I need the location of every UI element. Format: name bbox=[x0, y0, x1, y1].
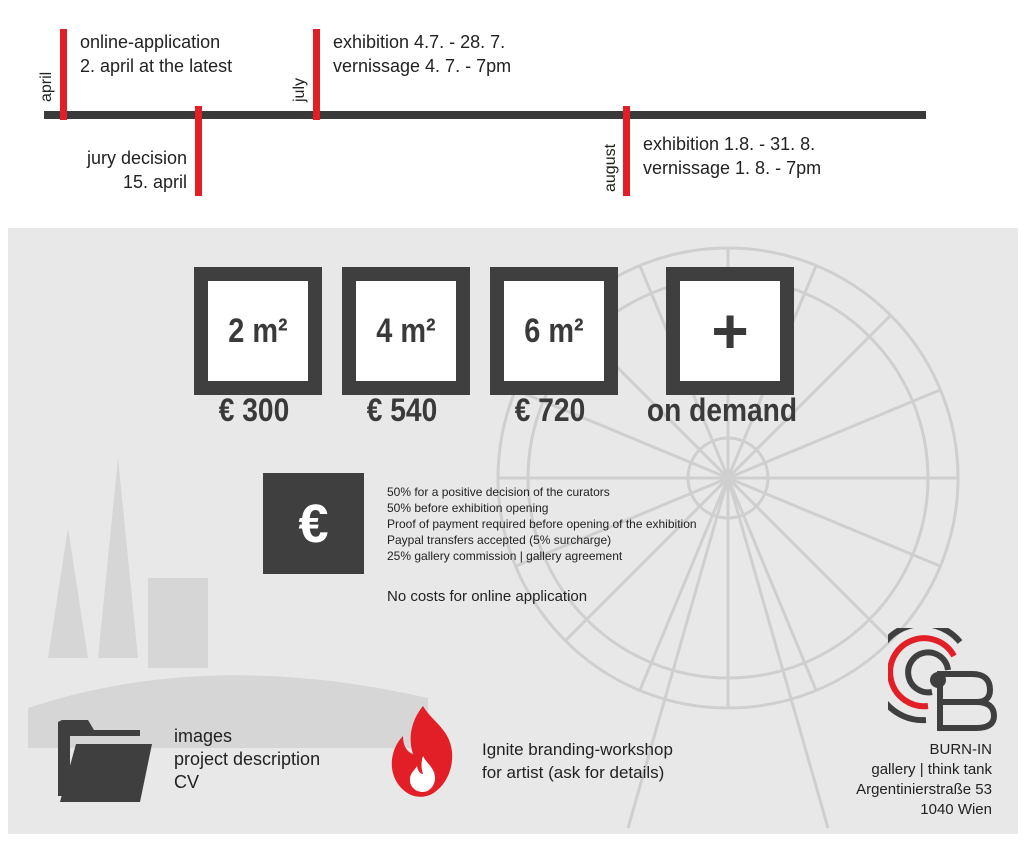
payment-terms bbox=[387, 484, 697, 564]
application-line2: 2. april at the latest bbox=[80, 56, 233, 76]
july-line1: exhibition 4.7. - 28. 7. bbox=[333, 32, 506, 52]
price-2m2: € 300 bbox=[218, 392, 290, 428]
august-line2: vernissage 1. 8. - 7pm bbox=[643, 158, 822, 178]
burn-in-logo bbox=[888, 628, 998, 732]
workshop-line2: for artist (ask for details) bbox=[482, 763, 665, 782]
august-line1: exhibition 1.8. - 31. 8. bbox=[643, 134, 816, 154]
space-2m2-box bbox=[194, 267, 322, 395]
month-august: august bbox=[602, 143, 619, 192]
july-exhibition bbox=[333, 30, 511, 78]
payment-term: 50% for a positive decision of the curators bbox=[387, 485, 610, 499]
payment-term: Paypal transfers accepted (5% surcharge) bbox=[387, 533, 612, 547]
requirement-item: project description bbox=[174, 749, 321, 769]
folder-icon bbox=[58, 716, 152, 802]
timeline-axis bbox=[44, 111, 926, 119]
gallery-city: 1040 Wien bbox=[920, 801, 992, 818]
month-april: april bbox=[38, 71, 55, 102]
gallery-tagline: gallery | think tank bbox=[871, 761, 992, 778]
no-costs-note: No costs for online application bbox=[387, 588, 588, 605]
payment-term: 25% gallery commission | gallery agreement bbox=[387, 549, 623, 563]
gallery-name: BURN-IN bbox=[929, 741, 992, 758]
requirement-item: images bbox=[174, 726, 233, 746]
requirement-item: CV bbox=[174, 772, 200, 792]
month-july: july bbox=[291, 77, 308, 102]
price-6m2: € 720 bbox=[514, 392, 586, 428]
gallery-address bbox=[780, 740, 992, 820]
space-4m2-box bbox=[342, 267, 470, 395]
gallery-street: Argentinierstraße 53 bbox=[856, 781, 992, 798]
payment-term: 50% before exhibition opening bbox=[387, 501, 549, 515]
price-4m2: € 540 bbox=[366, 392, 438, 428]
plus-icon: + bbox=[711, 295, 749, 367]
tick-august bbox=[623, 106, 630, 196]
price-on-demand: on demand bbox=[646, 392, 798, 428]
august-exhibition bbox=[643, 132, 821, 180]
tick-july bbox=[313, 29, 320, 120]
euro-icon: € bbox=[263, 473, 364, 574]
jury-line2: 15. april bbox=[122, 172, 187, 192]
application-line1: online-application bbox=[80, 32, 221, 52]
workshop-info bbox=[482, 738, 673, 784]
tick-jury bbox=[195, 106, 202, 196]
jury-decision bbox=[30, 146, 187, 194]
july-line2: vernissage 4. 7. - 7pm bbox=[333, 56, 512, 76]
payment-term: Proof of payment required before opening of the exhibition bbox=[387, 517, 697, 531]
space-2m2-label: 2 m² bbox=[228, 311, 288, 350]
jury-line1: jury decision bbox=[86, 148, 187, 168]
space-6m2-box bbox=[490, 267, 618, 395]
workshop-line1: Ignite branding-workshop bbox=[482, 740, 673, 759]
flame-icon bbox=[387, 706, 459, 798]
space-4m2-label: 4 m² bbox=[376, 311, 436, 350]
space-custom-box bbox=[666, 267, 794, 395]
space-6m2-label: 6 m² bbox=[524, 311, 584, 350]
tick-april bbox=[60, 29, 67, 120]
application-deadline bbox=[80, 30, 232, 78]
requirements-list bbox=[174, 725, 320, 794]
